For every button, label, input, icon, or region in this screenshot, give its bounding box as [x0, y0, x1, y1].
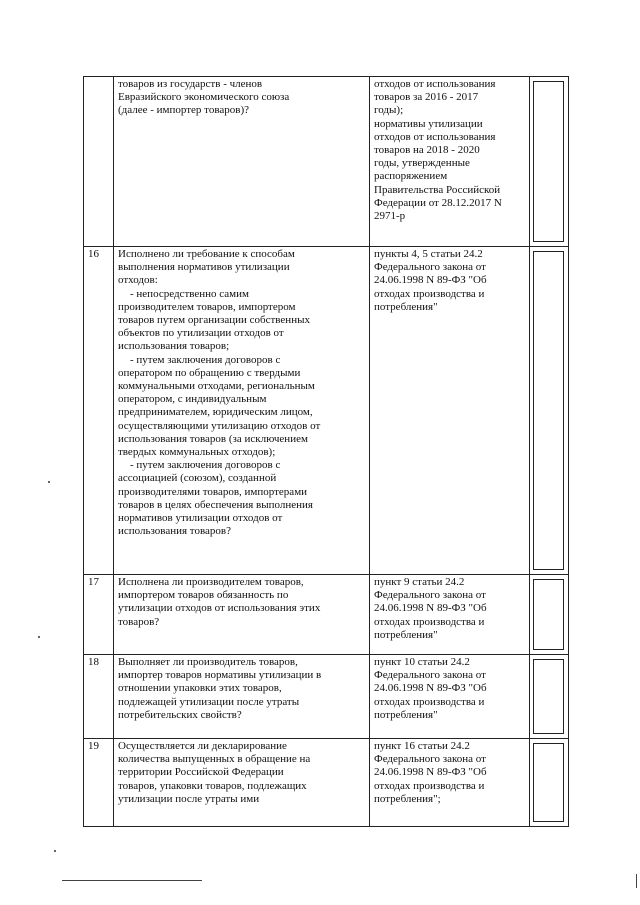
question-line: Исполнена ли производителем товаров, [118, 576, 304, 588]
reference-line: пункты 4, 5 статьи 24.2 [374, 248, 483, 260]
table-row [84, 247, 569, 575]
empty-box [533, 659, 564, 734]
row-number: 16 [84, 247, 114, 575]
question-line: нормативов утилизации отходов от [118, 512, 283, 525]
question-line: использования товаров; [118, 340, 230, 353]
reference-line: 24.06.1998 N 89-ФЗ "Об [374, 602, 487, 615]
question-line: территории Российской Федерации [118, 766, 284, 779]
table-row [84, 77, 569, 247]
question-cell [114, 247, 370, 575]
table-row [84, 739, 569, 827]
reference-line: потребления" [374, 708, 438, 721]
question-line: коммунальными отходами, региональным [118, 380, 315, 393]
reference-line: Федерального закона от [374, 753, 486, 766]
reference-line: отходах производства и [374, 695, 485, 708]
empty-box [533, 81, 564, 242]
reference-cell [370, 247, 530, 575]
question-line: Евразийского экономического союза [118, 91, 290, 104]
reference-line: товаров за 2016 - 2017 [374, 91, 479, 104]
table-row [84, 655, 569, 739]
question-line: количества выпущенных в обращение на [118, 753, 311, 766]
reference-line: отходов от использования [374, 78, 496, 90]
question-line: Осуществляется ли декларирование [118, 740, 287, 752]
reference-line: Федерального закона от [374, 669, 486, 682]
row-number: 17 [84, 575, 114, 655]
footer-rule [62, 880, 202, 881]
reference-line: Федерального закона от [374, 589, 486, 602]
question-line: объектов по утилизации отходов от [118, 327, 284, 340]
reference-cell [370, 77, 530, 247]
empty-box [533, 251, 564, 570]
reference-line: годы, утвержденные [374, 157, 470, 170]
empty-box [533, 579, 564, 650]
reference-line: 24.06.1998 N 89-ФЗ "Об [374, 682, 487, 695]
question-line: товаров, упаковки товаров, подлежащих [118, 779, 307, 792]
question-line: (далее - импортер товаров)? [118, 104, 250, 117]
checklist-table [83, 76, 569, 827]
reference-line: потребления"; [374, 792, 441, 805]
reference-line: годы); [374, 104, 404, 117]
reference-line: Федерации от 28.12.2017 N [374, 196, 502, 209]
question-line: использования товаров (за исключением [118, 432, 308, 445]
empty-box [533, 743, 564, 822]
question-cell [114, 77, 370, 247]
question-line: потребительских свойств? [118, 708, 242, 721]
question-cell [114, 739, 370, 827]
table-row [84, 575, 569, 655]
question-line: подлежащей утилизации после утраты [118, 695, 300, 708]
question-line: товаров в целях обеспечения выполнения [118, 498, 313, 511]
question-line: Исполнено ли требование к способам [118, 248, 295, 260]
question-line: утилизации отходов от использования этих [118, 602, 321, 615]
reference-line: отходах производства и [374, 779, 485, 792]
scan-speck [38, 636, 40, 638]
reference-line: 2971-р [374, 210, 406, 223]
blank-cell [530, 247, 569, 575]
reference-line: потребления" [374, 628, 438, 641]
question-line: производителем товаров, импортером [118, 300, 296, 313]
row-number: 19 [84, 739, 114, 827]
blank-cell [530, 739, 569, 827]
question-line: ассоциацией (союзом), созданной [118, 472, 277, 485]
question-line: использования товаров? [118, 525, 231, 538]
question-line: - путем заключения договоров с [130, 353, 281, 366]
scan-speck [48, 481, 50, 483]
question-line: оператором по обращению с твердыми [118, 366, 301, 379]
margin-mark [636, 874, 637, 888]
reference-line: 24.06.1998 N 89-ФЗ "Об [374, 766, 487, 779]
reference-cell [370, 575, 530, 655]
reference-line: пункт 9 статьи 24.2 [374, 576, 465, 588]
question-line: предпринимателем, юридическим лицом, [118, 406, 313, 419]
question-line: товаров? [118, 615, 160, 628]
reference-line: 24.06.1998 N 89-ФЗ "Об [374, 274, 487, 287]
question-line: импортер товаров нормативы утилизации в [118, 669, 322, 682]
reference-line: отходах производства и [374, 287, 485, 300]
reference-cell [370, 739, 530, 827]
question-line: импортером товаров обязанность по [118, 589, 289, 602]
reference-cell [370, 655, 530, 739]
reference-line: товаров на 2018 - 2020 [374, 144, 480, 157]
question-line: осуществляющими утилизацию отходов от [118, 419, 321, 432]
reference-line: потребления" [374, 300, 438, 313]
question-line: - непосредственно самим [130, 287, 249, 300]
question-line: отходов: [118, 274, 158, 287]
question-line: товаров путем организации собственных [118, 314, 310, 327]
reference-line: распоряжением [374, 170, 448, 183]
row-number [84, 77, 114, 247]
question-line: Выполняет ли производитель товаров, [118, 656, 298, 668]
question-cell [114, 575, 370, 655]
question-line: выполнения нормативов утилизации [118, 261, 290, 274]
reference-line: отходов от использования [374, 130, 496, 143]
reference-line: пункт 10 статьи 24.2 [374, 656, 470, 668]
question-line: товаров из государств - членов [118, 78, 263, 90]
question-line: оператором, с индивидуальным [118, 393, 267, 406]
blank-cell [530, 655, 569, 739]
reference-line: Федерального закона от [374, 261, 486, 274]
question-cell [114, 655, 370, 739]
scan-speck [54, 850, 56, 852]
question-line: производителями товаров, импортерами [118, 485, 308, 498]
reference-line: отходах производства и [374, 615, 485, 628]
question-line: - путем заключения договоров с [130, 459, 281, 472]
reference-line: пункт 16 статьи 24.2 [374, 740, 470, 752]
blank-cell [530, 575, 569, 655]
question-line: твердых коммунальных отходов); [118, 446, 276, 459]
question-line: утилизации после утраты ими [118, 792, 260, 805]
blank-cell [530, 77, 569, 247]
question-line: отношении упаковки этих товаров, [118, 682, 282, 695]
reference-line: Правительства Российской [374, 183, 501, 196]
reference-line: нормативы утилизации [374, 117, 483, 130]
row-number: 18 [84, 655, 114, 739]
